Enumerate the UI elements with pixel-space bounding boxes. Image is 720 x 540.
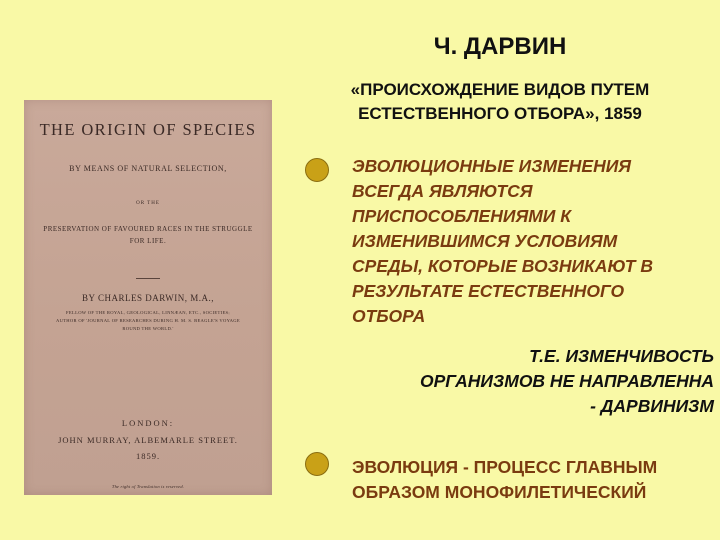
point1-line: ЭВОЛЮЦИОННЫЕ ИЗМЕНЕНИЯ [352, 156, 632, 176]
book-preservation-line2: FOR LIFE. [129, 237, 167, 245]
heading-author: Ч. ДАРВИН [433, 33, 567, 60]
book-title: THE ORIGIN OF SPECIES [39, 120, 257, 139]
book-preservation-line1: PRESERVATION OF FAVOURED RACES IN THE STRUGGLE [43, 225, 253, 233]
book-or-the: OR THE [136, 201, 160, 206]
note-line: - ДАРВИНИЗМ [590, 396, 714, 416]
book-author-credentials-line3: ROUND THE WORLD.' [122, 326, 174, 331]
book-city: LONDON: [121, 418, 175, 428]
darwinism-note [420, 344, 714, 419]
point1-line: ИЗМЕНИВШИМСЯ УСЛОВИЯМ [352, 231, 618, 251]
point2-text [352, 455, 657, 505]
book-author-credentials-line1: FELLOW OF THE ROYAL, GEOLOGICAL, LINNÆAN, ETC., SOCIETIES; [66, 310, 230, 315]
book-year: 1859. [135, 451, 161, 461]
point1-line: ПРИСПОСОБЛЕНИЯМИ К [352, 206, 571, 226]
book-publisher: JOHN MURRAY, ALBEMARLE STREET. [58, 435, 238, 445]
book-divider [136, 278, 160, 279]
point1-line: СРЕДЫ, КОТОРЫЕ ВОЗНИКАЮТ В [352, 256, 653, 276]
book-author: BY CHARLES DARWIN, M.A., [82, 293, 214, 303]
heading-work-line1: «ПРОИСХОЖДЕНИЕ ВИДОВ ПУТЕМ [350, 80, 650, 99]
point1-text [352, 154, 653, 329]
point1-line: ВСЕГДА ЯВЛЯЮТСЯ [352, 181, 533, 201]
point1-line: ОТБОРА [352, 306, 426, 326]
point1-line: РЕЗУЛЬТАТЕ ЕСТЕСТВЕННОГО [352, 281, 625, 301]
bullet-icon [305, 158, 329, 182]
note-line: Т.Е. ИЗМЕНЧИВОСТЬ [529, 346, 714, 366]
book-author-credentials-line2: AUTHOR OF 'JOURNAL OF RESEARCHES DURING H. M. S. BEAGLE'S VOYAGE [55, 318, 241, 323]
point2-line: ЭВОЛЮЦИЯ - ПРОЦЕСС ГЛАВНЫМ [352, 457, 658, 477]
heading-work-line2: ЕСТЕСТВЕННОГО ОТБОРА», 1859 [358, 104, 642, 123]
book-rights-note: The right of Translation is reserved. [111, 484, 185, 489]
book-subtitle: BY MEANS OF NATURAL SELECTION, [69, 164, 227, 173]
book-title-page-image [24, 100, 272, 495]
note-line: ОРГАНИЗМОВ НЕ НАПРАВЛЕННА [420, 371, 714, 391]
bullet-icon [305, 452, 329, 476]
point2-line: ОБРАЗОМ МОНОФИЛЕТИЧЕСКИЙ [352, 482, 647, 502]
